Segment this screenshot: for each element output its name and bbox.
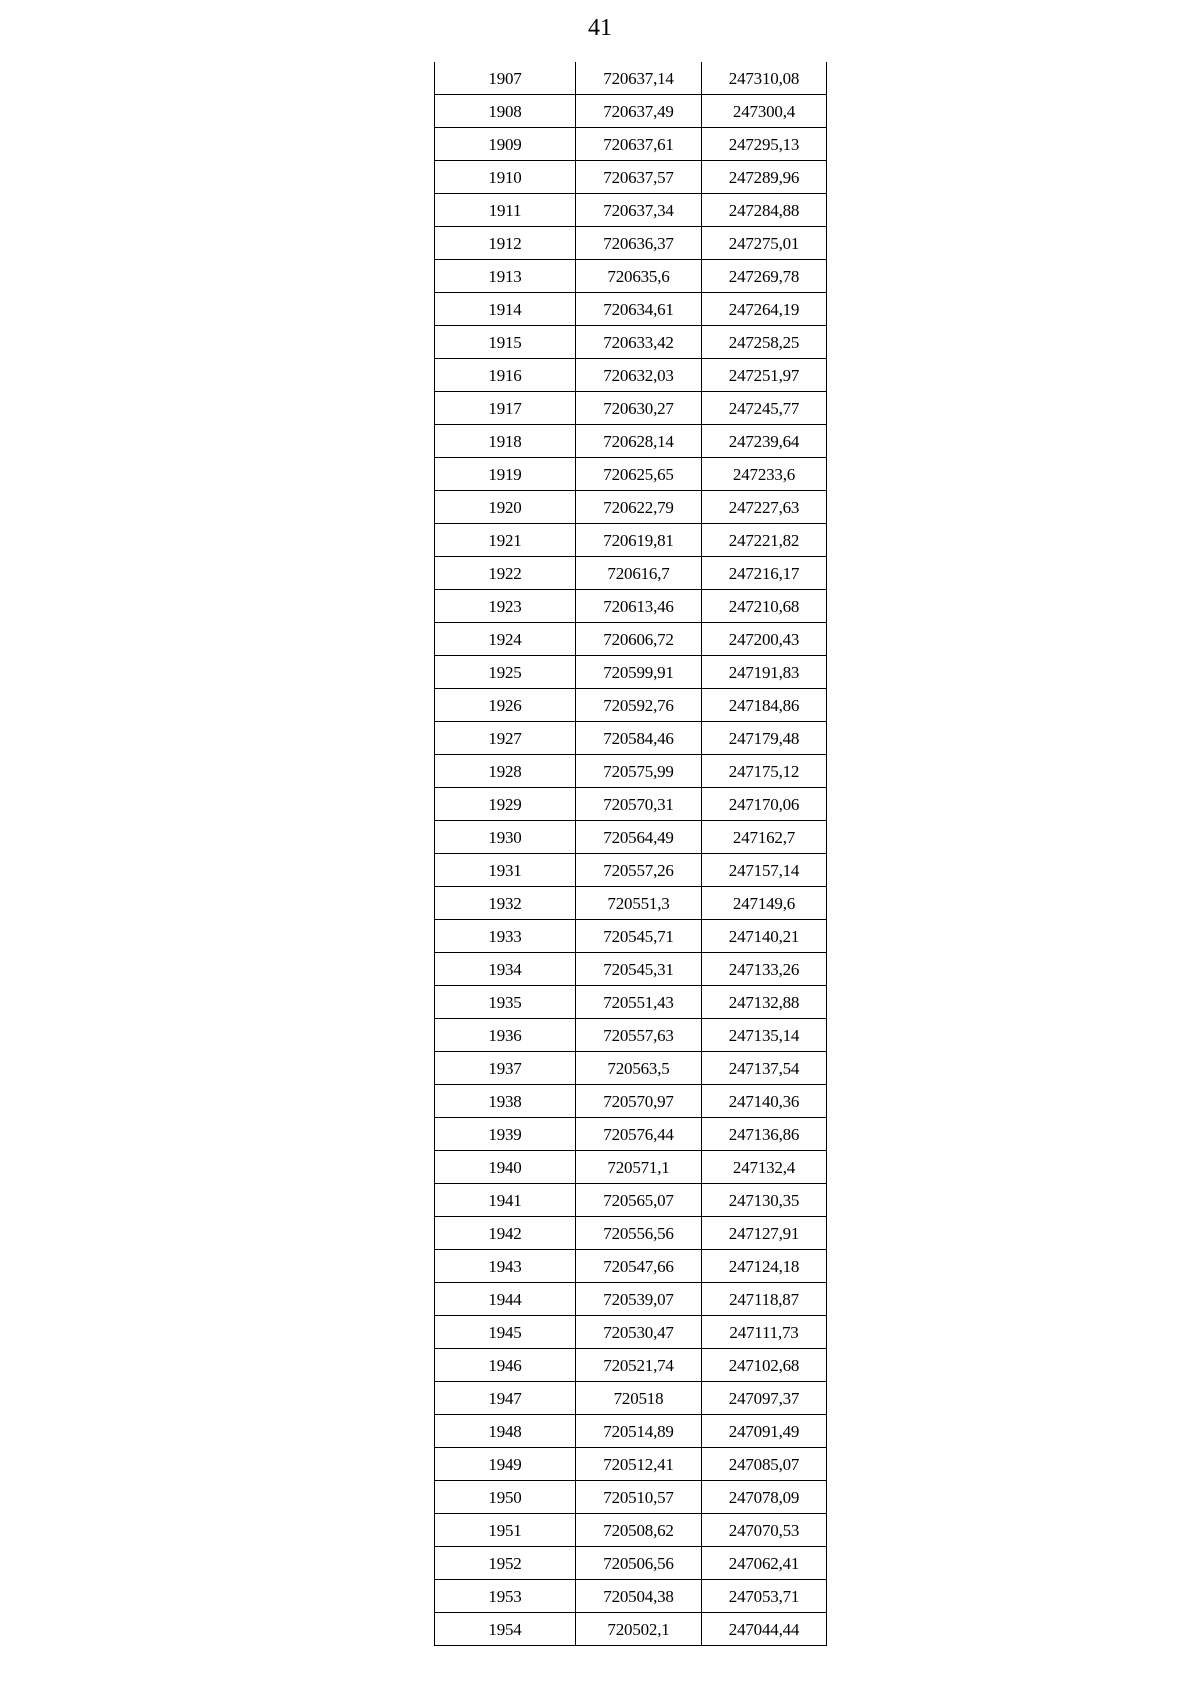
table-row	[435, 557, 827, 590]
point-number-cell: 1910	[435, 161, 576, 194]
table-row	[435, 491, 827, 524]
y-coordinate-cell: 247179,48	[702, 722, 827, 755]
x-coordinate-cell: 720506,56	[576, 1547, 702, 1580]
table-row	[435, 1547, 827, 1580]
point-number-cell: 1923	[435, 590, 576, 623]
point-number-cell: 1954	[435, 1613, 576, 1646]
table-row	[435, 722, 827, 755]
y-coordinate-cell: 247070,53	[702, 1514, 827, 1547]
y-coordinate-cell: 247078,09	[702, 1481, 827, 1514]
y-coordinate-cell: 247233,6	[702, 458, 827, 491]
x-coordinate-cell: 720518	[576, 1382, 702, 1415]
table-row	[435, 755, 827, 788]
point-number-cell: 1952	[435, 1547, 576, 1580]
x-coordinate-cell: 720616,7	[576, 557, 702, 590]
x-coordinate-cell: 720512,41	[576, 1448, 702, 1481]
y-coordinate-cell: 247157,14	[702, 854, 827, 887]
y-coordinate-cell: 247062,41	[702, 1547, 827, 1580]
table-row	[435, 1514, 827, 1547]
y-coordinate-cell: 247091,49	[702, 1415, 827, 1448]
table-row	[435, 1316, 827, 1349]
table-row	[435, 458, 827, 491]
x-coordinate-cell: 720635,6	[576, 260, 702, 293]
point-number-cell: 1944	[435, 1283, 576, 1316]
table-row	[435, 161, 827, 194]
y-coordinate-cell: 247284,88	[702, 194, 827, 227]
y-coordinate-cell: 247149,6	[702, 887, 827, 920]
y-coordinate-cell: 247295,13	[702, 128, 827, 161]
x-coordinate-cell: 720576,44	[576, 1118, 702, 1151]
x-coordinate-cell: 720563,5	[576, 1052, 702, 1085]
table-row	[435, 260, 827, 293]
x-coordinate-cell: 720551,3	[576, 887, 702, 920]
y-coordinate-cell: 247127,91	[702, 1217, 827, 1250]
point-number-cell: 1929	[435, 788, 576, 821]
point-number-cell: 1934	[435, 953, 576, 986]
point-number-cell: 1922	[435, 557, 576, 590]
point-number-cell: 1951	[435, 1514, 576, 1547]
y-coordinate-cell: 247085,07	[702, 1448, 827, 1481]
table-row	[435, 887, 827, 920]
table-row	[435, 1184, 827, 1217]
table-row	[435, 1283, 827, 1316]
point-number-cell: 1925	[435, 656, 576, 689]
table-row	[435, 689, 827, 722]
x-coordinate-cell: 720547,66	[576, 1250, 702, 1283]
point-number-cell: 1921	[435, 524, 576, 557]
y-coordinate-cell: 247175,12	[702, 755, 827, 788]
x-coordinate-cell: 720599,91	[576, 656, 702, 689]
table-row	[435, 1349, 827, 1382]
x-coordinate-cell: 720514,89	[576, 1415, 702, 1448]
table-row	[435, 986, 827, 1019]
y-coordinate-cell: 247239,64	[702, 425, 827, 458]
x-coordinate-cell: 720606,72	[576, 623, 702, 656]
table-row	[435, 359, 827, 392]
x-coordinate-cell: 720565,07	[576, 1184, 702, 1217]
point-number-cell: 1946	[435, 1349, 576, 1382]
y-coordinate-cell: 247135,14	[702, 1019, 827, 1052]
y-coordinate-cell: 247053,71	[702, 1580, 827, 1613]
x-coordinate-cell: 720556,56	[576, 1217, 702, 1250]
table-row	[435, 227, 827, 260]
point-number-cell: 1919	[435, 458, 576, 491]
table-row	[435, 920, 827, 953]
x-coordinate-cell: 720637,61	[576, 128, 702, 161]
table-row	[435, 821, 827, 854]
table-row	[435, 1250, 827, 1283]
table-row	[435, 1052, 827, 1085]
y-coordinate-cell: 247251,97	[702, 359, 827, 392]
y-coordinate-cell: 247102,68	[702, 1349, 827, 1382]
y-coordinate-cell: 247124,18	[702, 1250, 827, 1283]
x-coordinate-cell: 720634,61	[576, 293, 702, 326]
table-row	[435, 326, 827, 359]
point-number-cell: 1912	[435, 227, 576, 260]
table-row	[435, 293, 827, 326]
x-coordinate-cell: 720557,63	[576, 1019, 702, 1052]
y-coordinate-cell: 247300,4	[702, 95, 827, 128]
y-coordinate-cell: 247097,37	[702, 1382, 827, 1415]
table-row	[435, 128, 827, 161]
x-coordinate-cell: 720592,76	[576, 689, 702, 722]
table-row	[435, 953, 827, 986]
x-coordinate-cell: 720508,62	[576, 1514, 702, 1547]
y-coordinate-cell: 247132,88	[702, 986, 827, 1019]
table-row	[435, 524, 827, 557]
y-coordinate-cell: 247137,54	[702, 1052, 827, 1085]
point-number-cell: 1935	[435, 986, 576, 1019]
point-number-cell: 1932	[435, 887, 576, 920]
x-coordinate-cell: 720545,71	[576, 920, 702, 953]
table-row	[435, 1019, 827, 1052]
y-coordinate-cell: 247162,7	[702, 821, 827, 854]
x-coordinate-cell: 720628,14	[576, 425, 702, 458]
table-row	[435, 1481, 827, 1514]
point-number-cell: 1948	[435, 1415, 576, 1448]
x-coordinate-cell: 720637,34	[576, 194, 702, 227]
point-number-cell: 1914	[435, 293, 576, 326]
point-number-cell: 1908	[435, 95, 576, 128]
page-number: 41	[588, 15, 612, 41]
table-row	[435, 590, 827, 623]
point-number-cell: 1947	[435, 1382, 576, 1415]
y-coordinate-cell: 247269,78	[702, 260, 827, 293]
x-coordinate-cell: 720622,79	[576, 491, 702, 524]
table-row	[435, 623, 827, 656]
point-number-cell: 1924	[435, 623, 576, 656]
point-number-cell: 1927	[435, 722, 576, 755]
y-coordinate-cell: 247184,86	[702, 689, 827, 722]
point-number-cell: 1949	[435, 1448, 576, 1481]
point-number-cell: 1913	[435, 260, 576, 293]
x-coordinate-cell: 720510,57	[576, 1481, 702, 1514]
coordinates-table-body	[435, 62, 827, 1646]
point-number-cell: 1937	[435, 1052, 576, 1085]
x-coordinate-cell: 720636,37	[576, 227, 702, 260]
x-coordinate-cell: 720632,03	[576, 359, 702, 392]
x-coordinate-cell: 720625,65	[576, 458, 702, 491]
x-coordinate-cell: 720530,47	[576, 1316, 702, 1349]
x-coordinate-cell: 720630,27	[576, 392, 702, 425]
y-coordinate-cell: 247310,08	[702, 62, 827, 95]
point-number-cell: 1950	[435, 1481, 576, 1514]
point-number-cell: 1953	[435, 1580, 576, 1613]
table-row	[435, 1382, 827, 1415]
x-coordinate-cell: 720570,31	[576, 788, 702, 821]
y-coordinate-cell: 247216,17	[702, 557, 827, 590]
y-coordinate-cell: 247221,82	[702, 524, 827, 557]
y-coordinate-cell: 247136,86	[702, 1118, 827, 1151]
x-coordinate-cell: 720539,07	[576, 1283, 702, 1316]
y-coordinate-cell: 247200,43	[702, 623, 827, 656]
point-number-cell: 1920	[435, 491, 576, 524]
y-coordinate-cell: 247044,44	[702, 1613, 827, 1646]
table-row	[435, 1448, 827, 1481]
y-coordinate-cell: 247258,25	[702, 326, 827, 359]
point-number-cell: 1936	[435, 1019, 576, 1052]
point-number-cell: 1939	[435, 1118, 576, 1151]
y-coordinate-cell: 247130,35	[702, 1184, 827, 1217]
point-number-cell: 1926	[435, 689, 576, 722]
y-coordinate-cell: 247140,36	[702, 1085, 827, 1118]
x-coordinate-cell: 720570,97	[576, 1085, 702, 1118]
point-number-cell: 1907	[435, 62, 576, 95]
y-coordinate-cell: 247264,19	[702, 293, 827, 326]
x-coordinate-cell: 720521,74	[576, 1349, 702, 1382]
point-number-cell: 1945	[435, 1316, 576, 1349]
x-coordinate-cell: 720571,1	[576, 1151, 702, 1184]
x-coordinate-cell: 720637,14	[576, 62, 702, 95]
y-coordinate-cell: 247140,21	[702, 920, 827, 953]
x-coordinate-cell: 720504,38	[576, 1580, 702, 1613]
point-number-cell: 1911	[435, 194, 576, 227]
table-row	[435, 1613, 827, 1646]
table-row	[435, 1415, 827, 1448]
point-number-cell: 1909	[435, 128, 576, 161]
x-coordinate-cell: 720575,99	[576, 755, 702, 788]
table-row	[435, 194, 827, 227]
table-row	[435, 656, 827, 689]
coordinates-table	[434, 62, 827, 1646]
table-row	[435, 1151, 827, 1184]
point-number-cell: 1918	[435, 425, 576, 458]
y-coordinate-cell: 247133,26	[702, 953, 827, 986]
x-coordinate-cell: 720545,31	[576, 953, 702, 986]
table-row	[435, 1217, 827, 1250]
point-number-cell: 1931	[435, 854, 576, 887]
x-coordinate-cell: 720637,57	[576, 161, 702, 194]
point-number-cell: 1917	[435, 392, 576, 425]
x-coordinate-cell: 720584,46	[576, 722, 702, 755]
point-number-cell: 1915	[435, 326, 576, 359]
y-coordinate-cell: 247111,73	[702, 1316, 827, 1349]
point-number-cell: 1940	[435, 1151, 576, 1184]
point-number-cell: 1930	[435, 821, 576, 854]
point-number-cell: 1928	[435, 755, 576, 788]
x-coordinate-cell: 720557,26	[576, 854, 702, 887]
y-coordinate-cell: 247289,96	[702, 161, 827, 194]
x-coordinate-cell: 720613,46	[576, 590, 702, 623]
table-row	[435, 1118, 827, 1151]
y-coordinate-cell: 247191,83	[702, 656, 827, 689]
table-row	[435, 95, 827, 128]
table-row	[435, 425, 827, 458]
y-coordinate-cell: 247132,4	[702, 1151, 827, 1184]
point-number-cell: 1938	[435, 1085, 576, 1118]
table-row	[435, 1085, 827, 1118]
point-number-cell: 1941	[435, 1184, 576, 1217]
x-coordinate-cell: 720551,43	[576, 986, 702, 1019]
table-row	[435, 788, 827, 821]
point-number-cell: 1916	[435, 359, 576, 392]
table-row	[435, 62, 827, 95]
table-row	[435, 392, 827, 425]
table-row	[435, 854, 827, 887]
y-coordinate-cell: 247170,06	[702, 788, 827, 821]
x-coordinate-cell: 720564,49	[576, 821, 702, 854]
table-row	[435, 1580, 827, 1613]
point-number-cell: 1943	[435, 1250, 576, 1283]
x-coordinate-cell: 720633,42	[576, 326, 702, 359]
y-coordinate-cell: 247245,77	[702, 392, 827, 425]
point-number-cell: 1942	[435, 1217, 576, 1250]
x-coordinate-cell: 720619,81	[576, 524, 702, 557]
y-coordinate-cell: 247275,01	[702, 227, 827, 260]
y-coordinate-cell: 247118,87	[702, 1283, 827, 1316]
point-number-cell: 1933	[435, 920, 576, 953]
x-coordinate-cell: 720502,1	[576, 1613, 702, 1646]
y-coordinate-cell: 247210,68	[702, 590, 827, 623]
y-coordinate-cell: 247227,63	[702, 491, 827, 524]
x-coordinate-cell: 720637,49	[576, 95, 702, 128]
